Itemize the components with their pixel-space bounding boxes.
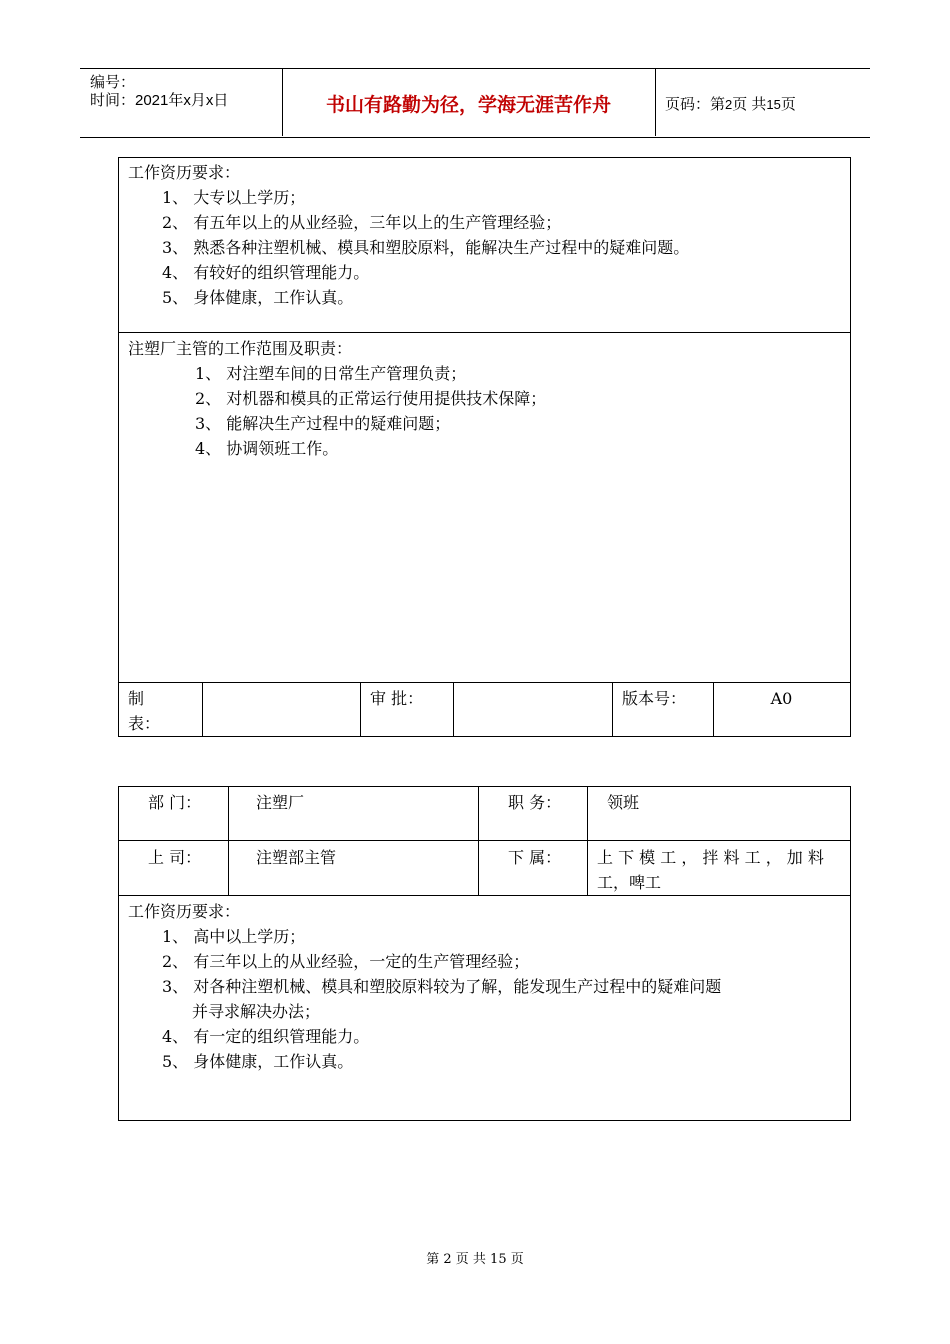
qualification-item-2: 4、 有一定的组织管理能力。 — [162, 1027, 370, 1046]
qualification-item-2: 2、 有三年以上的从业经验，一定的生产管理经验； — [162, 952, 530, 971]
approve-label: 审 批： — [370, 689, 424, 708]
page-footer: 第 2 页 共 15 页 — [426, 1252, 524, 1267]
header-divider — [655, 68, 656, 136]
page-number: 2 — [725, 97, 733, 112]
position-label: 职 务： — [508, 793, 562, 812]
duty-item: 2、 对机器和模具的正常运行使用提供技术保障； — [195, 389, 547, 408]
table1-col-1 — [202, 682, 203, 737]
qualification-item: 2、 有五年以上的从业经验，三年以上的生产管理经验； — [162, 213, 562, 232]
version-value: A0 — [770, 689, 793, 708]
page-suffix: 页 — [780, 96, 796, 113]
qualification-item-2: 5、 身体健康，工作认真。 — [162, 1052, 354, 1071]
made-by-label: 制 — [128, 689, 145, 708]
table1-col-2 — [360, 682, 361, 737]
table1-divider-1 — [118, 332, 851, 333]
position-value: 领班 — [607, 793, 640, 812]
made-by-label-2: 表： — [128, 714, 161, 733]
table1-divider-2 — [118, 682, 851, 683]
department-label: 部 门： — [148, 793, 202, 812]
duty-item: 4、 协调领班工作。 — [195, 439, 339, 458]
duty-item: 1、 对注塑车间的日常生产管理负责； — [195, 364, 467, 383]
qualification-title-2: 工作资历要求： — [128, 902, 241, 921]
department-value: 注塑厂 — [256, 793, 305, 812]
subordinate-value: 上 下 模 工 ， 拌 料 工 ， 加 料 — [597, 848, 824, 867]
page-mid: 页 共 — [732, 96, 767, 113]
duty-title: 注塑厂主管的工作范围及职责： — [128, 339, 353, 358]
qualification-item: 4、 有较好的组织管理能力。 — [162, 263, 370, 282]
qualification-title: 工作资历要求： — [128, 163, 241, 182]
table1-col-4 — [612, 682, 613, 737]
duty-item: 3、 能解决生产过程中的疑难问题； — [195, 414, 451, 433]
qualification-item-2: 3、 对各种注塑机械、模具和塑胶原料较为了解，能发现生产过程中的疑难问题 — [162, 977, 722, 996]
page-prefix: 页码：第 — [665, 96, 726, 113]
qualification-item-2-cont: 并寻求解决办法； — [192, 1002, 321, 1021]
table1-col-3 — [453, 682, 454, 737]
qualification-item: 5、 身体健康，工作认真。 — [162, 288, 354, 307]
header-page-info — [665, 93, 796, 114]
qualification-item: 1、 大专以上学历； — [162, 188, 306, 207]
page-total: 15 — [766, 97, 781, 112]
table2-col-2 — [478, 786, 479, 895]
table2-row-divider-2 — [118, 895, 851, 896]
superior-label: 上 司： — [148, 848, 202, 867]
document-number-label: 编号： — [90, 74, 136, 91]
qualification-item: 3、 熟悉各种注塑机械、模具和塑胶原料，能解决生产过程中的疑难问题。 — [162, 238, 690, 257]
document-time: 时间：2021年x月x日 — [90, 92, 229, 109]
superior-value: 注塑部主管 — [256, 848, 337, 867]
subordinate-label: 下 属： — [508, 848, 562, 867]
table2-col-1 — [228, 786, 229, 895]
qualification-item-2: 1、 高中以上学历； — [162, 927, 306, 946]
subordinate-value-2: 工，啤工 — [597, 873, 662, 892]
header-motto: 书山有路勤为径，学海无涯苦作舟 — [325, 95, 611, 116]
table2-col-3 — [587, 786, 588, 895]
version-label: 版本号： — [622, 689, 687, 708]
